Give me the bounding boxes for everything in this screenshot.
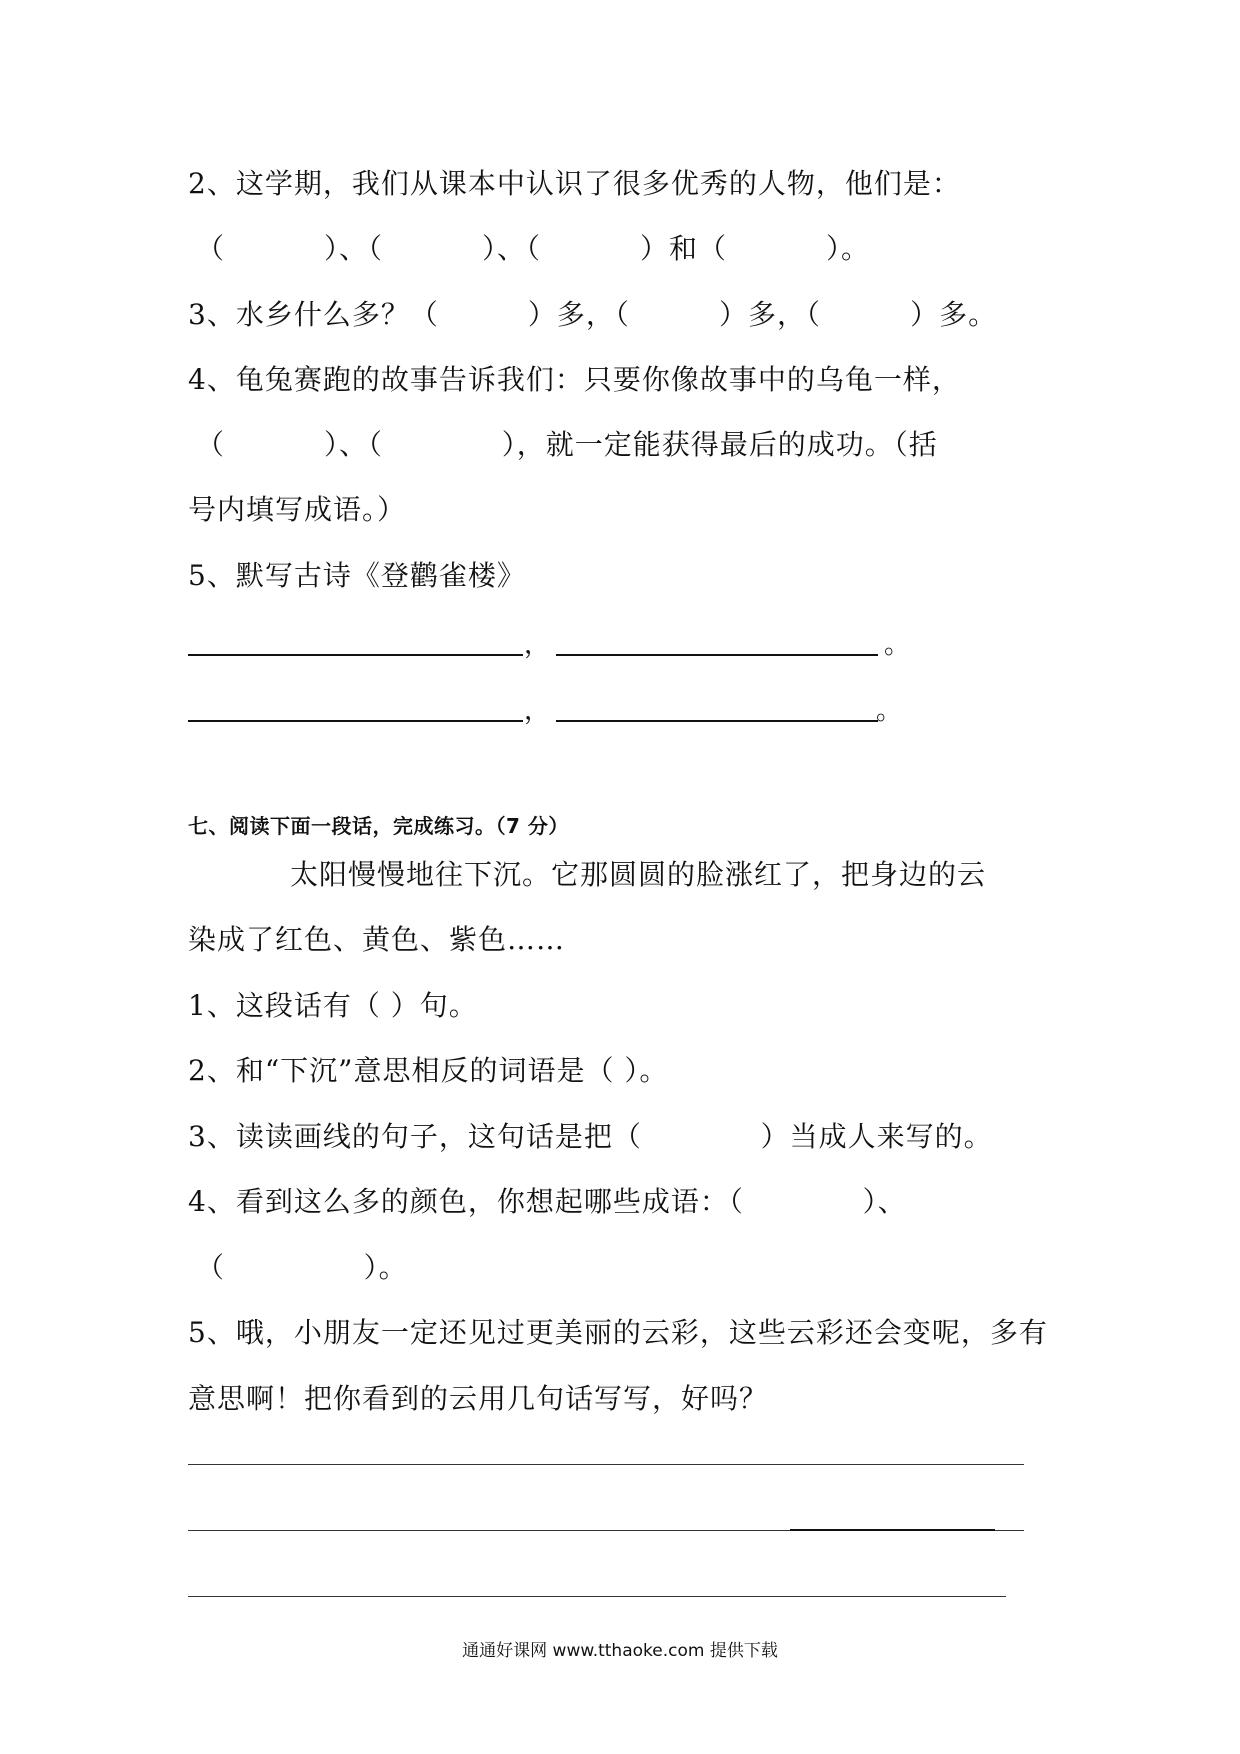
reading-question-1: 1、这段话有（ ）句。 [188,989,478,1022]
poem-period-1: 。 [884,630,911,660]
reading-question-2: 2、和“下沉”意思相反的词语是（ ）。 [188,1054,669,1087]
passage-line-2: 染成了红色、黄色、紫色…… [188,923,566,956]
reading-question-3: 3、读读画线的句子，这句话是把（ ）当成人来写的。 [188,1120,993,1153]
writing-line-1 [188,1464,1024,1465]
question-4-line-3: 号内填写成语。） [188,493,407,526]
question-5: 5、默写古诗《登鹳雀楼》 [188,559,526,592]
poem-answer-line-2a [188,720,523,722]
poem-comma-2: ， [524,696,551,726]
writing-line-3 [188,1596,1006,1597]
reading-question-5-line-1: 5、哦，小朋友一定还见过更美丽的云彩，这些云彩还会变呢，多有 [188,1316,1048,1349]
poem-answer-line-2b [556,720,878,722]
question-2-line-2: （ ）、（ ）、（ ）和（ ）。 [196,232,871,265]
reading-question-5-line-2: 意思啊！把你看到的云用几句话写写，好吗？ [188,1382,769,1415]
question-4-line-2: （ ）、（ ），就一定能获得最后的成功。（括 [196,428,938,461]
writing-line-2-overlay [790,1529,995,1531]
question-2-line-1: 2、这学期，我们从课本中认识了很多优秀的人物，他们是： [188,167,961,200]
question-4-line-1: 4、龟兔赛跑的故事告诉我们：只要你像故事中的乌龟一样， [188,363,961,396]
reading-question-4-line-1: 4、看到这么多的颜色，你想起哪些成语：（ ）、 [188,1185,907,1218]
section-7-heading: 七、阅读下面一段话，完成练习。（7 分） [188,814,569,838]
poem-answer-line-1b [556,654,878,656]
footer-watermark: 通通好课网 www.tthaoke.com 提供下载 [462,1641,778,1661]
poem-comma-1: ， [524,630,551,660]
question-3: 3、水乡什么多？（ ）多，（ ）多，（ ）多。 [188,298,998,331]
poem-answer-line-1a [188,654,523,656]
reading-question-4-line-2: （ ）。 [196,1251,408,1284]
passage-line-1: 太阳慢慢地往下沉。它那圆圆的脸涨红了，把身边的云 [290,858,987,891]
poem-period-2: 。 [876,696,903,726]
